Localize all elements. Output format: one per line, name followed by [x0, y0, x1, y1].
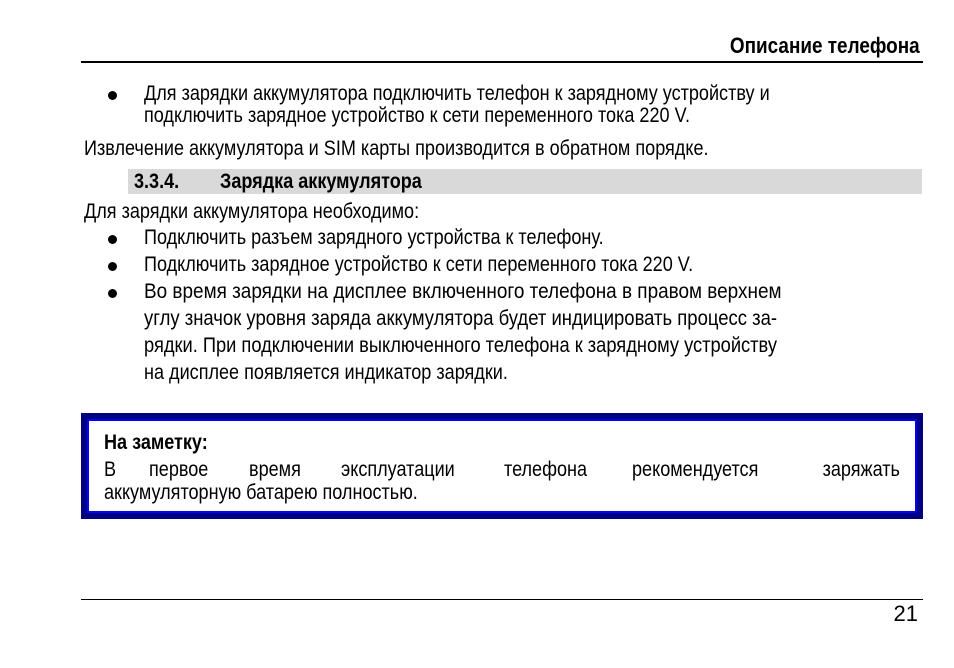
note-text-line-2: аккумуляторную батарею полностью. [104, 481, 418, 504]
note-word: рекомендуется [631, 458, 759, 481]
note-text-line-1 [104, 458, 900, 482]
footer-rule [81, 599, 923, 600]
note-box [81, 413, 923, 519]
note-title: На заметку: [104, 431, 208, 454]
section-heading-bar [128, 169, 922, 194]
section-bullet-3-line-4: на дисплее появляется индикатор зарядки. [144, 361, 508, 384]
note-word: первое [149, 458, 209, 481]
section-bullet-3-line-1: Во время зарядки на дисплее включенного телефона в правом верхнем [144, 280, 782, 303]
removal-note: Извлечение аккумулятора и SIM карты производится в обратном порядке. [84, 137, 709, 160]
page-number: 21 [893, 601, 918, 626]
intro-bullet-line-1: Для зарядки аккумулятора подключить телефон к зарядному устройству и [144, 82, 770, 105]
section-lead: Для зарядки аккумулятора необходимо: [84, 200, 420, 223]
bullet-icon [108, 91, 117, 100]
running-header-title: Описание телефона [730, 33, 920, 58]
bullet-icon [108, 235, 117, 244]
section-title: Зарядка аккумулятора [220, 170, 422, 193]
note-word: телефона [504, 458, 588, 481]
section-bullet-2: Подключить зарядное устройство к сети переменного тока 220 V. [144, 253, 694, 276]
section-bullet-1: Подключить разъем зарядного устройства к телефону. [144, 226, 604, 249]
note-word: эксплуатации [340, 458, 455, 481]
header-rule [81, 61, 923, 63]
section-number: 3.3.4. [134, 170, 180, 193]
section-bullet-3-line-2: углу значок уровня заряда аккумулятора будет индицировать процесс за- [144, 307, 778, 330]
note-word: В [104, 458, 117, 481]
note-word: заряжать [822, 458, 900, 481]
note-word: время [249, 458, 302, 481]
bullet-icon [108, 289, 117, 298]
section-bullet-3-line-3: рядки. При подключении выключенного телефона к зарядному устройству [144, 334, 777, 357]
bullet-icon [108, 262, 117, 271]
note-box-inner [87, 419, 917, 513]
intro-bullet-line-2: подключить зарядное устройство к сети переменного тока 220 V. [144, 104, 690, 127]
